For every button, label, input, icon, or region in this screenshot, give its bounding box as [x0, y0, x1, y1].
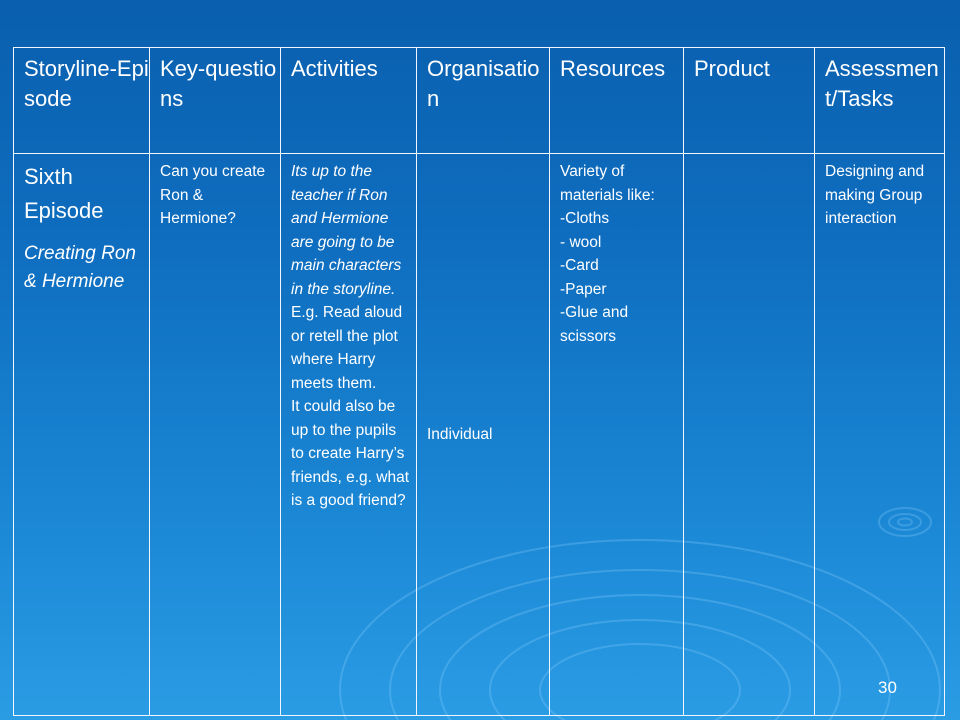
resource-item: -Card: [560, 257, 599, 274]
activities-extra-text: It could also be up to the pupils to create Harry’s friends, e.g. what is a good friend?: [291, 398, 410, 509]
header-resources: Resources: [550, 48, 684, 154]
episode-title: Sixth Episode: [24, 164, 104, 223]
header-key-questions: Key-questions: [150, 48, 281, 154]
activities-example-text: E.g. Read aloud or retell the plot where Harry meets them.: [291, 304, 403, 392]
assessment-cell: Designing and making Group interaction: [815, 154, 945, 716]
header-activities: Activities: [281, 48, 417, 154]
resource-item: -Cloths: [560, 210, 610, 227]
resource-item: -Paper: [560, 280, 607, 298]
header-assessment-tasks: Assessment/Tasks: [815, 48, 945, 154]
resource-item: Variety of materials like:: [560, 163, 655, 204]
resource-item: -Glue and scissors: [560, 304, 629, 345]
activities-cell: [281, 154, 417, 716]
header-row: [14, 48, 945, 154]
header-product: Product: [684, 48, 815, 154]
episode-subtitle: Creating Ron & Hermione: [24, 243, 136, 292]
activities-italic-text: Its up to the teacher if Ron and Hermione are going to be main characters in the storyline.: [291, 163, 402, 298]
resources-cell: [550, 154, 684, 716]
organisation-cell: Individual: [417, 154, 550, 716]
header-storyline-episode: Storyline-Episode: [14, 48, 150, 154]
header-organisation: Organisation: [417, 48, 550, 154]
key-question-cell: Can you create Ron & Hermione?: [150, 154, 281, 716]
page-number: 30: [878, 678, 897, 697]
table-row: [14, 154, 945, 716]
storyline-table: [13, 47, 945, 716]
product-cell: [684, 154, 815, 716]
resource-item: - wool: [560, 233, 602, 251]
episode-cell: [14, 154, 150, 716]
